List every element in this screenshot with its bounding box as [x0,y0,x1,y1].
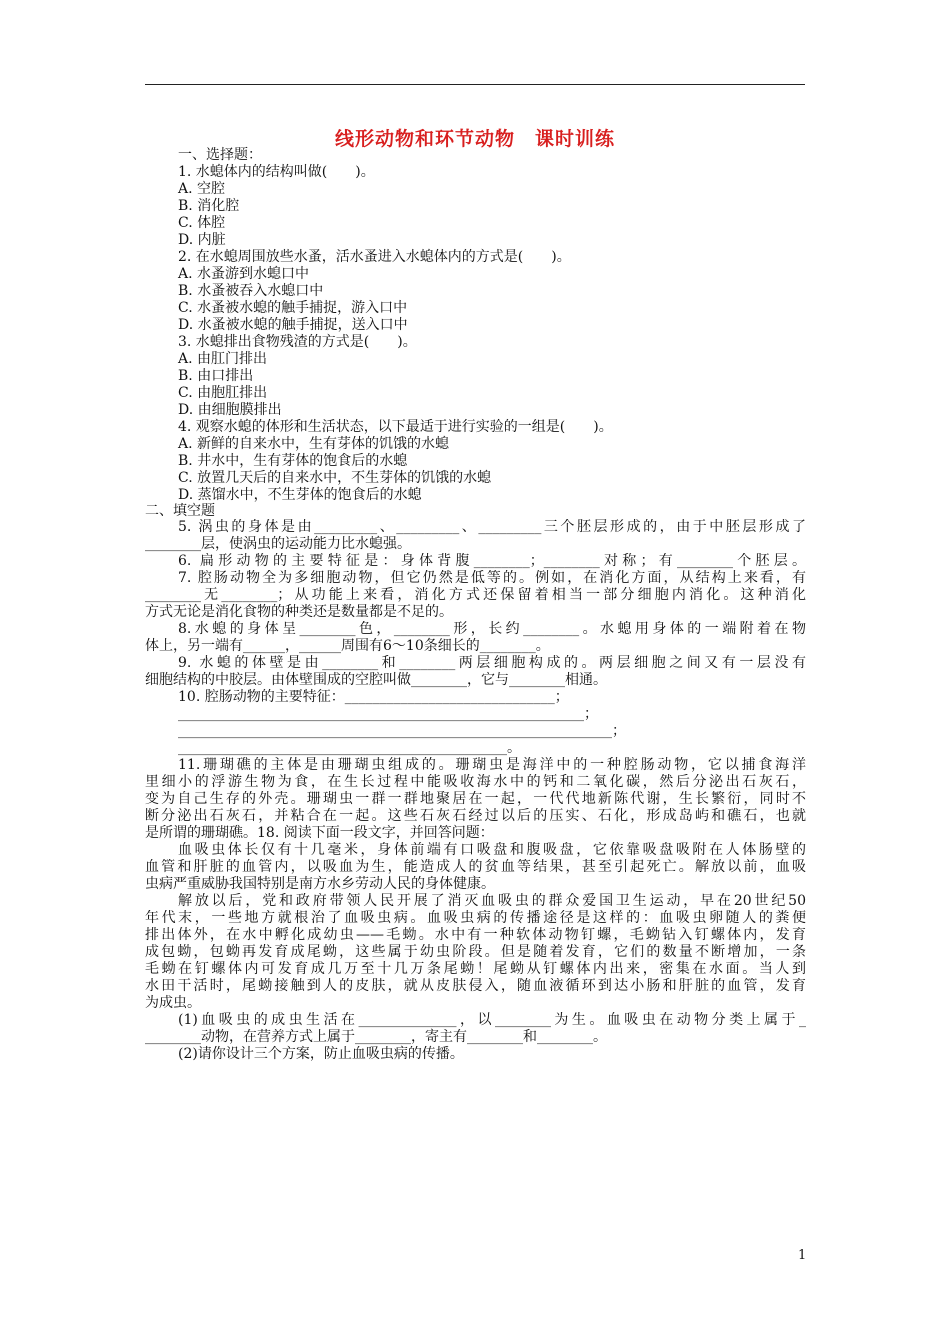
text-line: A. 新鲜的自来水中，生有芽体的饥饿的水螅 [178,436,450,452]
text-line: ________层，使涡虫的运动能力比水螅强。 [145,536,411,552]
text-line: 年代末，一些地方就根治了血吸虫病。血吸虫病的传播途径是这样的：血吸虫卵随人的粪便 [145,910,806,926]
text-line: B. 水蚤被吞入水螅口中 [178,283,324,299]
text-line: D. 水蚤被水螅的触手捕捉，送入口中 [178,317,408,333]
text-line: 9. 水螅的体壁是由________和________两层细胞构成的。两层细胞之间又有一层没有 [178,655,806,671]
text-line: 5. 涡虫的身体是由_________、_________、_________三个胚层形成的，由于中胚层形成了 [178,519,806,535]
text-line: 4. 观察水螅的体形和生活状态，以下最适于进行实验的一组是( )。 [178,419,613,435]
text-line: 一、选择题： [178,147,262,163]
text-line: A. 空腔 [178,181,226,197]
text-line: 8.水螅的身体呈________色，________形，长约________。水螅用身体的一端附着在物 [178,621,806,637]
text-line: A. 由肛门排出 [178,351,268,367]
text-line: 毛蚴在钉螺体内可发育成几万至十几万条尾蚴！尾蚴从钉螺体内出来，密集在水面。当人到 [145,961,806,977]
text-line: ________动物，在营养方式上属于________，寄主有________和________。 [145,1029,607,1045]
text-line: 体上，另一端有______，______周围有6～10条细长的________。 [145,638,550,654]
text-line: 水田干活时，尾蚴接触到人的皮肤，就从皮肤侵入，随血液循环到达小肠和肝脏的血管，发育 [145,978,806,994]
text-line: 10. 腔肠动物的主要特征：______________________________； [178,689,569,705]
text-line: C. 放置几天后的自来水中，不生芽体的饥饿的水螅 [178,470,492,486]
text-line: 血吸虫体长仅有十几毫米，身体前端有口吸盘和腹吸盘，它依靠吸盘吸附在人体肠壁的 [178,842,806,858]
text-line: 7. 腔肠动物全为多细胞动物，但它仍然是低等的。例如，在消化方面，从结构上来看，有 [178,570,806,586]
text-line: 是所谓的珊瑚礁。18. 阅读下面一段文字，并回答问题： [145,825,494,841]
header-rule [145,84,805,85]
text-line: (1)血吸虫的成虫生活在______________，以________为生。血吸虫在动物分类上属于_ [178,1012,806,1028]
text-line: _______________________________________________。 [178,740,521,756]
text-line: 变为自己生存的外壳。珊瑚虫一群一群地聚居在一起，一代代地新陈代谢，生长繁衍，同时不 [145,791,806,807]
text-line: 细胞结构的中胶层。由体壁围成的空腔叫做________，它与________相通。 [145,672,607,688]
text-line: 3. 水螅排出食物残渣的方式是( )。 [178,334,417,350]
text-line: 6. 扁形动物的主要特征是：身体背腹________；________对称；有________个胚层。 [178,553,806,569]
text-line: 1. 水螅体内的结构叫做( )。 [178,164,375,180]
text-line: 里细小的浮游生物为食，在生长过程中能吸收海水中的钙和二氧化碳，然后分泌出石灰石， [145,774,806,790]
text-line: ______________________________________________________________； [178,723,626,739]
text-line: 虫病严重威胁我国特别是南方水乡劳动人民的身体健康。 [145,876,495,892]
text-line: 11.珊瑚礁的主体是由珊瑚虫组成的。珊瑚虫是海洋中的一种腔肠动物，它以捕食海洋 [178,757,806,773]
text-line: 成包蚴，包蚴再发育成尾蚴，这些属于幼虫阶段。但是随着发育，它们的数量不断增加，一条 [145,944,806,960]
text-line: C. 体腔 [178,215,226,231]
text-line: B. 井水中，生有芽体的饱食后的水螅 [178,453,408,469]
text-line: D. 蒸馏水中，不生芽体的饱食后的水螅 [178,487,422,503]
text-line: 断分泌出石灰石，并粘合在一起。这些石灰石经过以后的压实、石化，形成岛屿和礁石，也就 [145,808,806,824]
text-line: B. 由口排出 [178,368,254,384]
text-line: 为成虫。 [145,995,201,1011]
text-line: A. 水蚤游到水螅口中 [178,266,310,282]
page-number: 1 [798,1248,807,1263]
text-line: 解放以后，党和政府带领人民开展了消灭血吸虫的群众爱国卫生运动，早在20世纪50 [178,893,806,909]
text-line: D. 由细胞膜排出 [178,402,282,418]
text-line: C. 由胞肛排出 [178,385,268,401]
text-line: (2)请你设计三个方案，防止血吸虫病的传播。 [178,1046,464,1062]
text-line: C. 水蚤被水螅的触手捕捉，游入口中 [178,300,408,316]
text-line: __________________________________________________________； [178,706,598,722]
text-line: 排出体外，在水中孵化成幼虫——毛蚴。水中有一种软体动物钉螺，毛蚴钻入钉螺体内，发育 [145,927,806,943]
text-line: ________无________；从功能上来看，消化方式还保留着相当一部分细胞内消化。这种消化 [145,587,806,603]
text-line: 二、填空题 [145,503,215,519]
page-title: 线形动物和环节动物 课时训练 [334,128,615,150]
text-line: 2. 在水螅周围放些水蚤，活水蚤进入水螅体内的方式是( )。 [178,249,571,265]
text-line: 血管和肝脏的血管内，以吸血为生，能造成人的贫血等结果，甚至引起死亡。解放以前，血吸 [145,859,806,875]
text-line: B. 消化腔 [178,198,240,214]
text-line: 方式无论是消化食物的种类还是数量都是不足的。 [145,604,453,620]
text-line: D. 内脏 [178,232,226,248]
